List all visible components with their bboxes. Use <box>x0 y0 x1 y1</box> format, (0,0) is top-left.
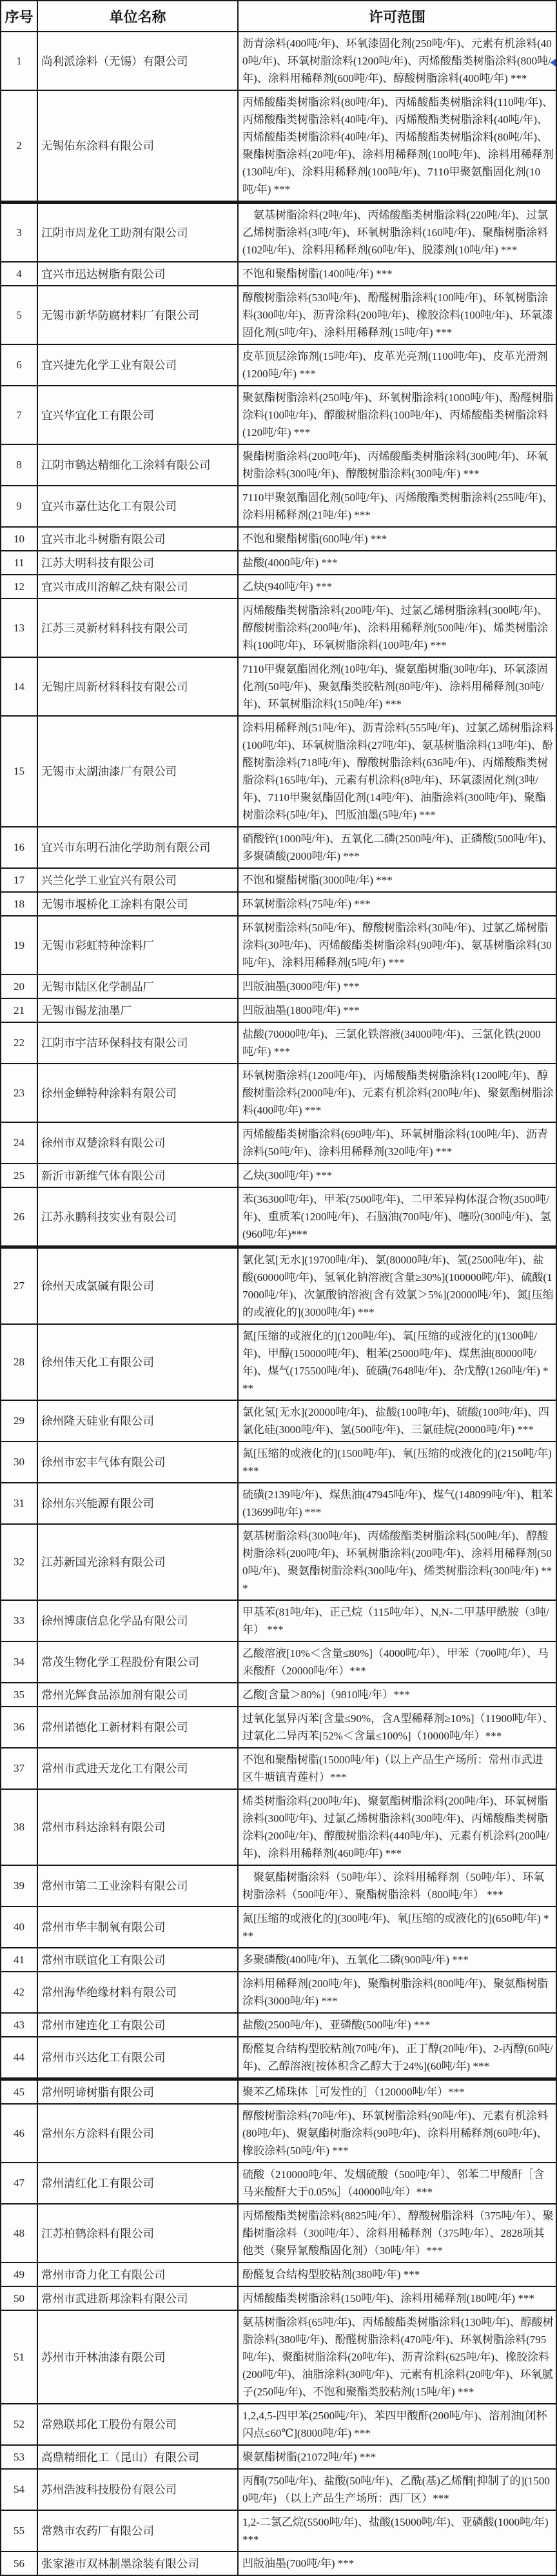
row-number-cell: 36 <box>1 1707 37 1748</box>
table-row <box>1 716 556 827</box>
permit-scope-cell: 涂料用稀释剂(200吨/年)、聚酯树脂涂料(800吨/年)、聚氨酯树脂涂料(3000吨/年) *** <box>238 1972 556 2013</box>
row-number-cell: 43 <box>1 2013 37 2037</box>
permit-scope-cell: 甲基苯(81吨/年)、正己烷（115吨/年）、N,N-二甲基甲酰胺（3吨/年） *** <box>238 1600 556 1641</box>
table-row <box>1 1483 556 1524</box>
table-row <box>1 32 556 90</box>
permit-scope-cell: 醇酸树脂涂料(70吨/年)、环氧树脂涂料(90吨/年)、元素有机涂料(80吨/年)、聚氨酯树脂涂料(90吨/年)、涂料用稀释剂(60吨/年)、橡胶涂料(50吨/年) *** <box>238 2104 556 2163</box>
table-row <box>1 286 556 344</box>
company-name-cell: 江苏永鹏科技实业有限公司 <box>37 1187 238 1247</box>
table-row <box>1 262 556 286</box>
company-name-cell: 常茂生物化学工程股份有限公司 <box>37 1641 238 1683</box>
company-name-cell: 兴兰化学工业宜兴有限公司 <box>37 868 238 892</box>
table-row <box>1 90 556 203</box>
table-row <box>1 2404 556 2445</box>
company-name-cell: 无锡市堰桥化工涂料有限公司 <box>37 892 238 916</box>
row-number-cell: 41 <box>1 1948 37 1972</box>
company-name-cell: 徐州天成氯碱有限公司 <box>37 1247 238 1325</box>
permit-scope-cell: 聚氨酯树脂(21072吨/年) *** <box>238 2445 556 2469</box>
permit-scope-cell: 聚苯乙烯珠体［可发性的］（120000吨/年）*** <box>238 2079 556 2105</box>
permit-scope-cell: 7110甲聚氨酯固化剂(50吨/年)、丙烯酸酯类树脂涂料(255吨/年)、涂料用稀释剂(21吨/年) *** <box>238 486 556 527</box>
permit-scope-cell: 氨基树脂涂料(300吨/年)、丙烯酸酯类树脂涂料(500吨/年)、醇酸树脂涂料(200吨/年)、环氧树脂涂料(200吨/年)、涂料用稀释剂(500吨/年)、聚氨酯树脂涂料(300吨/年)、烯类树脂涂料(300吨/年) *** <box>238 1524 556 1600</box>
company-name-cell: 常州清红化工有限公司 <box>37 2163 238 2204</box>
table-row <box>1 551 556 575</box>
table-row <box>1 386 556 444</box>
company-name-cell: 徐州伟天化工有限公司 <box>37 1324 238 1400</box>
table-row <box>1 2037 556 2079</box>
table-row <box>1 1707 556 1748</box>
row-number-cell: 53 <box>1 2445 37 2469</box>
company-name-cell: 无锡庄周新材料科技有限公司 <box>37 657 238 716</box>
row-number-cell: 54 <box>1 2469 37 2510</box>
row-number-cell: 25 <box>1 1164 37 1187</box>
company-name-cell: 常州东方涂料有限公司 <box>37 2104 238 2163</box>
table-row <box>1 1442 556 1483</box>
permit-scope-cell: 丙烯酸酯类树脂涂料(80吨/年)、丙烯酸酯类树脂涂料(110吨/年)、丙烯酸酯类树脂涂料(40吨/年)、丙烯酸酯类树脂涂料(40吨/年)、丙烯酸酯类树脂涂料(40吨/年)、丙烯酸酯类树脂涂料(80吨/年)、聚酯树脂涂料(20吨/年)、涂料用稀释剂(100吨/年)、涂料用稀释剂(130吨/年)、涂料用稀释剂(100吨/年)、7110甲聚氨酯固化剂(10吨/年) *** <box>238 90 556 203</box>
row-number-cell: 19 <box>1 916 37 975</box>
table-row <box>1 1789 556 1865</box>
permit-scope-cell: 酚醛复合结构型胶粘剂(380吨/年) *** <box>238 2263 556 2286</box>
permit-scope-cell: 7110甲聚氨酯固化剂(10吨/年)、聚氨酯树脂(30吨/年)、环氧漆固化剂(50吨/年)、聚氨酯类胶粘剂(80吨/年)、涂料用稀释剂(30吨/年)、环氧树脂涂料(150吨/年) *** <box>238 657 556 716</box>
table-row <box>1 1247 556 1325</box>
row-number-cell: 6 <box>1 344 37 386</box>
table-row <box>1 1972 556 2013</box>
row-number-cell: 32 <box>1 1524 37 1600</box>
table-row <box>1 2204 556 2263</box>
row-number-cell: 50 <box>1 2286 37 2310</box>
header-company: 单位名称 <box>37 1 238 32</box>
company-name-cell: 无锡市锡龙油墨厂 <box>37 998 238 1022</box>
row-number-cell: 37 <box>1 1748 37 1789</box>
row-number-cell: 52 <box>1 2404 37 2445</box>
table-row <box>1 2469 556 2510</box>
permit-scope-cell: 1,2,4,5-四甲苯(2500吨/年)、苯四甲酸酐(200吨/年)、溶剂油[闭杯闪点≤60℃](8000吨/年) *** <box>238 2404 556 2445</box>
company-name-cell: 宜兴市嘉仕达化工有限公司 <box>37 486 238 527</box>
permit-scope-cell: 乙酸[含量＞80%]（9810吨/年）*** <box>238 1683 556 1707</box>
table-row <box>1 2310 556 2404</box>
table-row <box>1 599 556 657</box>
permit-scope-cell: 氯化氢[无水](19700吨/年)、氯(80000吨/年)、氢(2500吨/年)、盐酸(60000吨/年)、氢氧化钠溶液[含量≥30%](100000吨/年)、硫酸(17000吨/年)、次氯酸钠溶液[含有效氯＞5%](20000吨/年)、氮[压缩的或液化的](3000吨/年) *** <box>238 1247 556 1325</box>
permit-scope-cell: 氯化氢[无水](20000吨/年)、盐酸(100吨/年)、硫酸(100吨/年)、四氯化硅(3000吨/年)、氢(500吨/年)、三氯硅烷(20000吨/年) *** <box>238 1400 556 1442</box>
table-row <box>1 916 556 975</box>
row-number-cell: 18 <box>1 892 37 916</box>
company-name-cell: 徐州博康信息化学品有限公司 <box>37 1600 238 1641</box>
permit-scope-cell: 不饱和聚酯树脂(1400吨/年) *** <box>238 262 556 286</box>
permit-scope-cell: 醇酸树脂涂料(530吨/年)、酚醛树脂涂料(100吨/年)、环氧树脂涂料(300吨/年)、沥青涂料(200吨/年)、橡胶涂料(100吨/年)、环氧漆固化剂(5吨/年)、涂料用稀释剂(15吨/年) *** <box>238 286 556 344</box>
row-number-cell: 20 <box>1 975 37 998</box>
permit-scope-cell: 不饱和聚酯树脂(15000吨/年)（以上产品生产场所：常州市武进区牛塘镇青莲村）*** <box>238 1748 556 1789</box>
company-name-cell: 常州市第二工业涂料有限公司 <box>37 1865 238 1907</box>
table-row <box>1 2510 556 2551</box>
company-name-cell: 徐州市双楚涂料有限公司 <box>37 1122 238 1164</box>
company-name-cell: 江阴市宇洁环保科技有限公司 <box>37 1022 238 1064</box>
company-name-cell: 宜兴市成川溶解乙炔有限公司 <box>37 575 238 599</box>
row-number-cell: 33 <box>1 1600 37 1641</box>
company-name-cell: 高鼎精细化工（昆山）有限公司 <box>37 2445 238 2469</box>
company-name-cell: 江苏新国光涂料有限公司 <box>37 1524 238 1600</box>
company-name-cell: 无锡市太湖油漆厂有限公司 <box>37 716 238 827</box>
row-number-cell: 24 <box>1 1122 37 1164</box>
row-number-cell: 17 <box>1 868 37 892</box>
table-row <box>1 344 556 386</box>
table-body <box>1 32 556 2575</box>
table-row <box>1 1907 556 1948</box>
permit-scope-cell: 凹版油墨(1800吨/年) *** <box>238 998 556 1022</box>
row-number-cell: 35 <box>1 1683 37 1707</box>
company-name-cell: 常州市华丰制氧有限公司 <box>37 1907 238 1948</box>
permit-scope-cell: 凹版油墨(3000吨/年) *** <box>238 975 556 998</box>
table-row <box>1 2163 556 2204</box>
row-number-cell: 14 <box>1 657 37 716</box>
permit-scope-cell: 酚醛复合结构型胶粘剂(70吨/年)、正丁醇(20吨/年)、2-丙醇(60吨/年)、乙醇溶液[按体积含乙醇大于24%](60吨/年) *** <box>238 2037 556 2079</box>
row-number-cell: 48 <box>1 2204 37 2263</box>
table-row <box>1 1122 556 1164</box>
permit-scope-cell: 涂料用稀释剂(51吨/年)、沥青涂料(555吨/年)、过氯乙烯树脂涂料(100吨/年)、环氧树脂涂料(27吨/年)、氨基树脂涂料(13吨/年)、酚醛树脂涂料(718吨/年)、醇酸树脂涂料(636吨/年)、丙烯酸酯类树脂涂料(165吨/年)、元素有机涂料(8吨/年)、环氧漆固化剂(3吨/年)、7110甲聚氨酯固化剂(14吨/年)、油脂涂料(300吨/年)、聚酯树脂涂料(5吨/年)、凹版油墨(5吨/年) *** <box>238 716 556 827</box>
permit-scope-cell: 丙酮(750吨/年)、盐酸(50吨/年)、乙酰(基)乙烯酮[抑制了的](15000吨/年) （以上产品生产场所：西厂区）*** <box>238 2469 556 2510</box>
permit-scope-cell: 过氧化氢异丙苯[含量≤90%，含A型稀释剂≥10%]（11900吨/年）、过氧化二异丙苯[52%＜含量≤100%]（10000吨/年）*** <box>238 1707 556 1748</box>
permit-scope-cell: 丙烯酸酯类树脂涂料(150吨/年)、涂料用稀释剂(180吨/年) *** <box>238 2286 556 2310</box>
company-name-cell: 宜兴捷先化学工业有限公司 <box>37 344 238 386</box>
row-number-cell: 27 <box>1 1247 37 1325</box>
row-number-cell: 44 <box>1 2037 37 2079</box>
company-name-cell: 常熟联邦化工股份有限公司 <box>37 2404 238 2445</box>
company-name-cell: 宜兴市北斗树脂有限公司 <box>37 527 238 551</box>
table-row <box>1 1748 556 1789</box>
company-name-cell: 江苏大明科技有限公司 <box>37 551 238 575</box>
table-row <box>1 2286 556 2310</box>
company-name-cell: 常州明谛树脂有限公司 <box>37 2079 238 2105</box>
company-name-cell: 常州市建连化工有限公司 <box>37 2013 238 2037</box>
permit-scope-cell: 盐酸(4000吨/年) *** <box>238 551 556 575</box>
row-number-cell: 55 <box>1 2510 37 2551</box>
permit-scope-cell: 盐酸(70000吨/年)、三氯化铁溶液(34000吨/年)、三氯化铁(2000吨/年) *** <box>238 1022 556 1064</box>
permit-scope-cell: 聚氨酯树脂涂料(250吨/年)、环氧树脂涂料(1000吨/年)、酚醛树脂涂料(100吨/年)、醇酸树脂涂料(100吨/年)、丙烯酸酯类树脂涂料(120吨/年) *** <box>238 386 556 444</box>
table-row <box>1 1948 556 1972</box>
company-name-cell: 常州市兴达化工有限公司 <box>37 2037 238 2079</box>
company-name-cell: 无锡佑东涂料有限公司 <box>37 90 238 203</box>
row-number-cell: 56 <box>1 2551 37 2575</box>
permit-scope-cell: 氮[压缩的或液化的](300吨/年)、氧[压缩的或液化的](650吨/年) *** <box>238 1907 556 1948</box>
row-number-cell: 28 <box>1 1324 37 1400</box>
table-row <box>1 444 556 486</box>
row-number-cell: 42 <box>1 1972 37 2013</box>
table-row <box>1 2013 556 2037</box>
company-name-cell: 常州光辉食品添加剂有限公司 <box>37 1683 238 1707</box>
row-number-cell: 46 <box>1 2104 37 2163</box>
permit-scope-cell: 盐酸(2500吨/年)、亚磷酸(500吨/年) *** <box>238 2013 556 2037</box>
permit-scope-cell: 沥青涂料(400吨/年)、环氧漆固化剂(250吨/年)、元素有机涂料(400吨/年)、环氧树脂涂料(1200吨/年)、丙烯酸酯类树脂涂料(800吨/年)、涂料用稀释剂(600吨/年)、醇酸树脂涂料(400吨/年) *** <box>238 32 556 90</box>
company-name-cell: 江苏三灵新材料科技有限公司 <box>37 599 238 657</box>
company-name-cell: 苏州浩波科技股份有限公司 <box>37 2469 238 2510</box>
row-number-cell: 10 <box>1 527 37 551</box>
row-number-cell: 9 <box>1 486 37 527</box>
company-name-cell: 新沂市新维气体有限公司 <box>37 1164 238 1187</box>
table-row <box>1 975 556 998</box>
permit-scope-cell: 硫酸（210000吨/年、发烟硫酸（500吨/年）、邻苯二甲酸酐［含马来酸酐大于0.05%］（40000吨/年）*** <box>238 2163 556 2204</box>
permit-scope-cell: 丙烯酸酯类树脂涂料(8825吨/年）、醇酸树脂涂料（375吨/年）、聚酯树脂涂料（300吨/年）、涂料用稀释剂（375吨/年）、2828项其他类（聚异氰酸酯固化剂）（30吨/年）*** <box>238 2204 556 2263</box>
table-row <box>1 1187 556 1247</box>
comment-marker-icon <box>550 59 556 66</box>
permit-scope-cell: 环氧树脂涂料(75吨/年) *** <box>238 892 556 916</box>
table-row <box>1 2263 556 2286</box>
permit-scope-cell: 丙烯酸酯类树脂涂料(200吨/年)、过氯乙烯树脂涂料(300吨/年)、醇酸树脂涂料(200吨/年)、涂料用稀释剂(500吨/年)、烯类树脂涂料(100吨/年)、环氧树脂涂料(100吨/年) *** <box>238 599 556 657</box>
table-row <box>1 1064 556 1122</box>
table-row <box>1 575 556 599</box>
row-number-cell: 8 <box>1 444 37 486</box>
table-row <box>1 2079 556 2105</box>
permit-scope-cell: 乙酸溶液[10%＜含量≤80%]（4000吨/年）、甲苯（700吨/年）、马来酸酐（20000吨/年）*** <box>238 1641 556 1683</box>
company-name-cell: 徐州市宏丰气体有限公司 <box>37 1442 238 1483</box>
company-name-cell: 常州市科达涂料有限公司 <box>37 1789 238 1865</box>
company-name-cell: 徐州隆天硅业有限公司 <box>37 1400 238 1442</box>
company-name-cell: 宜兴市迅达树脂有限公司 <box>37 262 238 286</box>
row-number-cell: 3 <box>1 203 37 263</box>
permit-scope-cell: 环氧树脂涂料(1200吨/年)、丙烯酸酯类树脂涂料(1200吨/年)、醇酸树脂涂料(2000吨/年)、元素有机涂料(200吨/年)、聚氨酯树脂涂料(400吨/年) *** <box>238 1064 556 1122</box>
company-name-cell: 无锡市新华防腐材料厂有限公司 <box>37 286 238 344</box>
permit-scope-cell: 1,2-二氯乙烷(5500吨/年)、盐酸(15000吨/年)、亚磷酸(1000吨/年) *** <box>238 2510 556 2551</box>
table-row <box>1 2551 556 2575</box>
row-number-cell: 38 <box>1 1789 37 1865</box>
permit-scope-cell: 凹版油墨(700吨/年) *** <box>238 2551 556 2575</box>
company-name-cell: 张家港市双林制墨涂装有限公司 <box>37 2551 238 2575</box>
table-row <box>1 657 556 716</box>
company-name-cell: 常州市奇力化工有限公司 <box>37 2263 238 2286</box>
permit-scope-cell: 氮[压缩的或液化的](1500吨/年)、氧[压缩的或液化的](2150吨/年) *** <box>238 1442 556 1483</box>
table-row <box>1 2445 556 2469</box>
row-number-cell: 16 <box>1 827 37 868</box>
company-name-cell: 无锡市陆区化学制品厂 <box>37 975 238 998</box>
header-serial: 序号 <box>1 1 37 32</box>
row-number-cell: 45 <box>1 2079 37 2105</box>
company-name-cell: 无锡市彩虹特种涂料厂 <box>37 916 238 975</box>
row-number-cell: 11 <box>1 551 37 575</box>
row-number-cell: 15 <box>1 716 37 827</box>
row-number-cell: 21 <box>1 998 37 1022</box>
row-number-cell: 7 <box>1 386 37 444</box>
permit-scope-cell: 多聚磷酸(400吨/年)、五氧化二磷(900吨/年) *** <box>238 1948 556 1972</box>
company-name-cell: 苏州市开林油漆有限公司 <box>37 2310 238 2404</box>
row-number-cell: 47 <box>1 2163 37 2204</box>
company-name-cell: 常州市武进天龙化工有限公司 <box>37 1748 238 1789</box>
row-number-cell: 51 <box>1 2310 37 2404</box>
header-row <box>1 1 556 32</box>
permit-scope-cell: 聚酯树脂涂料(200吨/年)、丙烯酸酯类树脂涂料(300吨/年)、环氧树脂涂料(300吨/年)、醇酸树脂涂料(300吨/年) *** <box>238 444 556 486</box>
company-name-cell: 徐州东兴能源有限公司 <box>37 1483 238 1524</box>
permit-scope-cell: 聚氨酯树脂涂料（50吨/年）、涂料用稀释剂（50吨/年）、环氧树脂涂料（500吨/年）、聚酯树脂涂料（800吨/年） *** <box>238 1865 556 1907</box>
company-name-cell: 江苏柏鹤涂料有限公司 <box>37 2204 238 2263</box>
company-name-cell: 宜兴市东明石油化学助剂有限公司 <box>37 827 238 868</box>
table-row <box>1 1865 556 1907</box>
row-number-cell: 39 <box>1 1865 37 1907</box>
row-number-cell: 22 <box>1 1022 37 1064</box>
table-row <box>1 892 556 916</box>
permit-scope-cell: 烯类树脂涂料(200吨/年)、聚氨酯树脂涂料(200吨/年)、环氧树脂涂料(300吨/年)、过氯乙烯树脂涂料(300吨/年)、丙烯酸酯类树脂涂料(200吨/年)、醇酸树脂涂料(440吨/年)、元素有机涂料(200吨/年)、涂料用稀释剂(460吨/年) *** <box>238 1789 556 1865</box>
company-name-cell: 常熟市农药厂有限公司 <box>37 2510 238 2551</box>
permit-scope-cell: 环氧树脂涂料(50吨/年)、醇酸树脂涂料(30吨/年)、过氯乙烯树脂涂料(30吨/年)、丙烯酸酯类树脂涂料(90吨/年)、氨基树脂涂料(30吨/年)、涂料用稀释剂(5吨/年) *** <box>238 916 556 975</box>
table-row <box>1 1022 556 1064</box>
permit-scope-cell: 不饱和聚酯树脂(600吨/年) *** <box>238 527 556 551</box>
table-row <box>1 998 556 1022</box>
row-number-cell: 34 <box>1 1641 37 1683</box>
permit-scope-cell: 硫磺(2139吨/年)、煤焦油(47945吨/年)、煤气(148099吨/年)、粗苯(13699吨/年) *** <box>238 1483 556 1524</box>
row-number-cell: 49 <box>1 2263 37 2286</box>
permit-scope-cell: 乙炔(300吨/年) *** <box>238 1164 556 1187</box>
row-number-cell: 4 <box>1 262 37 286</box>
permit-scope-cell: 氮[压缩的或液化的](1200吨/年)、氧[压缩的或液化的](1300吨/年)、甲醇(150000吨/年)、粗苯(25000吨/年)、煤焦油(80000吨/年)、煤气(175500吨/年)、硫磺(7648吨/年)、杂戊醇(1260吨/年) *** <box>238 1324 556 1400</box>
table-row <box>1 827 556 868</box>
company-name-cell: 宜兴华宜化工有限公司 <box>37 386 238 444</box>
row-number-cell: 12 <box>1 575 37 599</box>
company-name-cell: 江阴市周龙化工助剂有限公司 <box>37 203 238 263</box>
table-row <box>1 527 556 551</box>
table-row <box>1 486 556 527</box>
header-scope: 许可范围 <box>238 1 556 32</box>
row-number-cell: 40 <box>1 1907 37 1948</box>
permit-scope-cell: 苯(36300吨/年)、甲苯(7500吨/年)、二甲苯异构体混合物(3500吨/年)、重质苯(1200吨/年)、石脑油(700吨/年)、噻吩(300吨/年)、氢(960吨/年)*** <box>238 1187 556 1247</box>
company-name-cell: 常州市联谊化工有限公司 <box>37 1948 238 1972</box>
row-number-cell: 13 <box>1 599 37 657</box>
table-row <box>1 1324 556 1400</box>
company-name-cell: 徐州金蝉特种涂料有限公司 <box>37 1064 238 1122</box>
permit-scope-cell: 不饱和聚酯树脂(3000吨/年) *** <box>238 868 556 892</box>
table-row <box>1 203 556 263</box>
row-number-cell: 29 <box>1 1400 37 1442</box>
row-number-cell: 26 <box>1 1187 37 1247</box>
row-number-cell: 31 <box>1 1483 37 1524</box>
row-number-cell: 5 <box>1 286 37 344</box>
table-row <box>1 1641 556 1683</box>
table-row <box>1 868 556 892</box>
row-number-cell: 30 <box>1 1442 37 1483</box>
table-row <box>1 1600 556 1641</box>
permit-scope-cell: 硝酸锌(1000吨/年)、五氧化二磷(2500吨/年)、正磷酸(500吨/年)、多聚磷酸(2000吨/年) *** <box>238 827 556 868</box>
company-name-cell: 常州市武进新邦涂料有限公司 <box>37 2286 238 2310</box>
company-name-cell: 常州诺德化工新材料有限公司 <box>37 1707 238 1748</box>
permit-scope-cell: 丙烯酸酯类树脂涂料(690吨/年)、环氧树脂涂料(100吨/年)、沥青涂料(50吨/年)、涂料用稀释剂(320吨/年) *** <box>238 1122 556 1164</box>
row-number-cell: 1 <box>1 32 37 90</box>
table-row <box>1 1524 556 1600</box>
row-number-cell: 2 <box>1 90 37 203</box>
table-row <box>1 1400 556 1442</box>
permit-scope-cell: 皮革顶层涂饰剂(15吨/年)、皮革光亮剂(1100吨/年)、皮革光滑剂(1200吨/年) *** <box>238 344 556 386</box>
company-name-cell: 常州海华绝缘材料有限公司 <box>37 1972 238 2013</box>
company-name-cell: 江阴市鹤达精细化工涂料有限公司 <box>37 444 238 486</box>
permit-scope-cell: 乙炔(940吨/年) *** <box>238 575 556 599</box>
row-number-cell: 23 <box>1 1064 37 1122</box>
table-row <box>1 1164 556 1187</box>
permit-scope-cell: 氨基树脂涂料(65吨/年)、丙烯酸酯类树脂涂料(130吨/年)、醇酸树脂涂料(380吨/年)、酚醛树脂涂料(470吨/年)、环氧树脂涂料(795吨/年)、聚酯树脂涂料(20吨/年)、沥青涂料(625吨/年)、橡胶涂料(200吨/年)、油脂涂料(30吨/年)、元素有机涂料(20吨/年)、环氧腻子(250吨/年)、不饱和聚酯类胶粘剂(15吨/年) *** <box>238 2310 556 2404</box>
company-name-cell: 尚利派涂料（无锡）有限公司 <box>37 32 238 90</box>
table-row <box>1 2104 556 2163</box>
permit-scope-cell: 氨基树脂涂料(2吨/年)、丙烯酸酯类树脂涂料(220吨/年)、过氯乙烯树脂涂料(3吨/年)、环氧树脂涂料(160吨/年)、聚酯树脂涂料(102吨/年)、涂料用稀释剂(60吨/年)、脱漆剂(10吨/年) *** <box>238 203 556 263</box>
table-row <box>1 1683 556 1707</box>
